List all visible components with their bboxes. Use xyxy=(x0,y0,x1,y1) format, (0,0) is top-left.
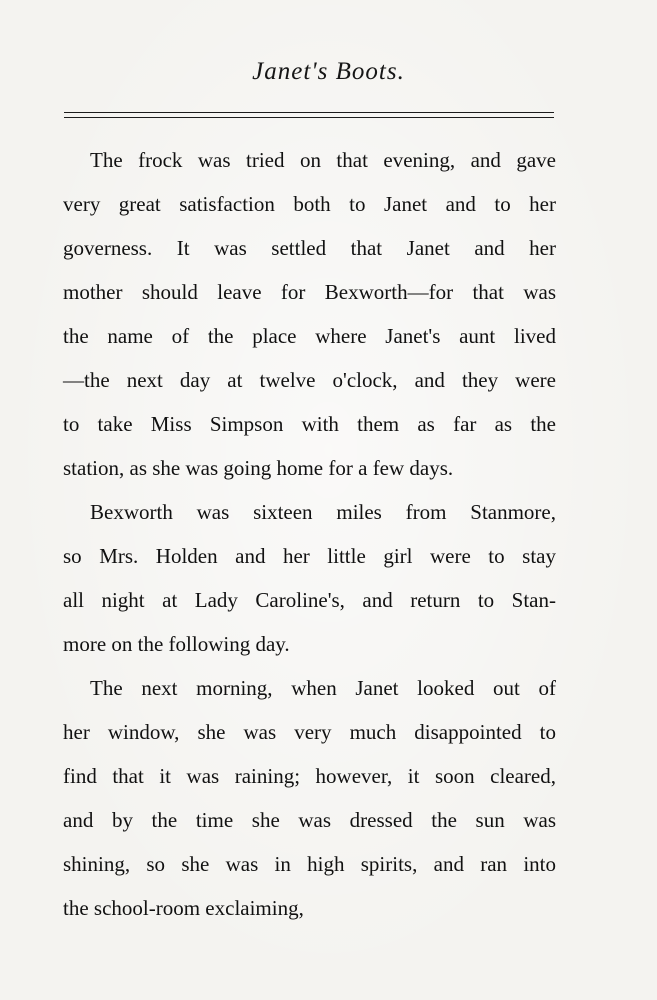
header-rule-top xyxy=(64,112,554,113)
text-line: all night at Lady Caroline's, and return to Stan- xyxy=(63,588,556,612)
text-line: Bexworth was sixteen miles from Stanmore, xyxy=(90,500,556,524)
text-line: the school-room exclaiming, xyxy=(63,896,304,920)
body-text xyxy=(63,138,556,930)
text-line: The next morning, when Janet looked out of xyxy=(90,676,556,700)
text-line: governess. It was settled that Janet and her xyxy=(63,236,556,260)
text-line: The frock was tried on that evening, and gave xyxy=(90,148,556,172)
header-rule-bottom xyxy=(64,117,554,118)
running-head: Janet's Boots. xyxy=(252,58,405,85)
text-line: and by the time she was dressed the sun was xyxy=(63,808,556,832)
text-line: station, as she was going home for a few days. xyxy=(63,456,454,480)
text-line: mother should leave for Bexworth—for that was xyxy=(63,280,556,304)
text-line: find that it was raining; however, it soon cleared, xyxy=(63,764,556,788)
text-line: so Mrs. Holden and her little girl were to stay xyxy=(63,544,556,568)
text-line: —the next day at twelve o'clock, and they were xyxy=(63,368,556,392)
text-line: to take Miss Simpson with them as far as the xyxy=(63,412,556,436)
text-line: the name of the place where Janet's aunt lived xyxy=(63,324,556,348)
text-line: shining, so she was in high spirits, and ran into xyxy=(63,852,556,876)
text-line: very great satisfaction both to Janet and to her xyxy=(63,192,556,216)
text-line: more on the following day. xyxy=(63,632,290,656)
text-line: her window, she was very much disappointed to xyxy=(63,720,556,744)
